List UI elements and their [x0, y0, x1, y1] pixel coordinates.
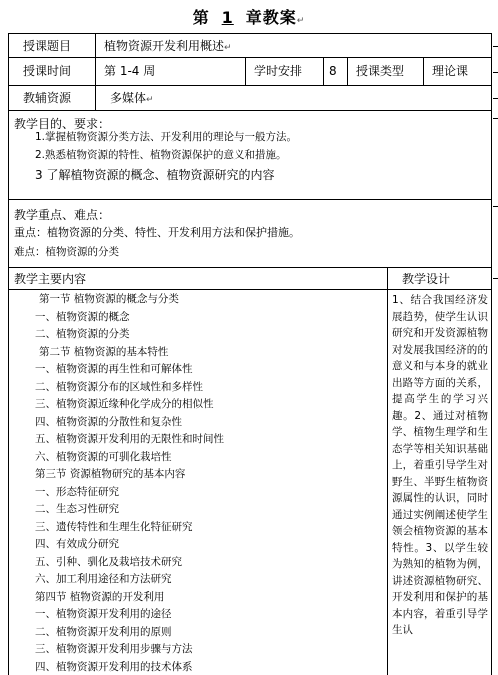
- design-column: 1、结合我国经济发展趋势，使学生认识研究和开发资源植物对发展我国经济的的意义和与本身的就业出路等方面的关系，提高学生的学习兴趣。2、通过对植物学、植物生理学和生态学等相关知识基础上，着重引导学生对野生、半野生植物资源属性的认识，同时通过实例阐述使学生领会植物资源的基本特性。3、以学生较为熟知的植物为例，讲述资源植物研究、开发利用和保护的基本内容，着重引导学生认: [387, 290, 491, 675]
- content-line: 三、植物资源近缘种化学成分的相似性: [35, 396, 387, 414]
- content-line: 四、植物资源开发利用的技术体系: [35, 659, 387, 675]
- key-point: 重点：植物资源的分类、特性、开发利用方法和保护措施。: [14, 224, 300, 242]
- key-points-heading: 教学重点、难点：: [14, 206, 110, 223]
- return-mark-icon: ↵: [146, 95, 154, 105]
- edge-marker: [493, 46, 498, 47]
- objectives-heading: 教学目的、要求：: [14, 115, 110, 132]
- page-title: [0, 5, 498, 28]
- objectives-section: [8, 111, 492, 200]
- type-label: 授课类型: [347, 58, 423, 85]
- hours-label: 学时安排: [245, 58, 323, 85]
- time-label: 授课时间: [9, 58, 95, 85]
- aids-row: [8, 86, 492, 111]
- objective-item: 3 了解植物资源的概念、植物资源研究的内容: [35, 166, 274, 183]
- section-title: 第一节 植物资源的概念与分类: [35, 291, 387, 309]
- aids-label: 教辅资源: [9, 86, 95, 110]
- objective-item: 1.掌握植物资源分类方法、开发利用的理论与一般方法。: [35, 129, 297, 147]
- section-title: 第三节 资源植物研究的基本内容: [35, 466, 387, 484]
- chapter-number: 1: [210, 8, 246, 27]
- content-line: 一、植物资源的概念: [35, 309, 387, 327]
- edge-marker: [493, 278, 498, 279]
- edge-marker: [493, 118, 498, 119]
- content-line: 六、植物资源的可驯化栽培性: [35, 449, 387, 467]
- aids-text: 多媒体: [110, 91, 146, 105]
- course-title-row: [8, 33, 492, 58]
- difficult-point: 难点：植物资源的分类: [14, 244, 119, 262]
- content-line: 二、生态习性研究: [35, 501, 387, 519]
- edge-marker: [493, 98, 498, 99]
- content-line: 四、植物资源的分散性和复杂性: [35, 414, 387, 432]
- content-line: 三、植物资源开发利用步骤与方法: [35, 641, 387, 659]
- content-line: 一、形态特征研究: [35, 484, 387, 502]
- design-header: 教学设计: [387, 268, 491, 289]
- hours-value: 8: [323, 58, 347, 85]
- objective-item: 2.熟悉植物资源的特性、植物资源保护的意义和措施。: [35, 147, 287, 165]
- course-title-label: 授课题目: [9, 34, 95, 57]
- type-value: 理论课: [423, 58, 491, 85]
- content-line: 一、植物资源开发利用的途径: [35, 606, 387, 624]
- content-line: 四、有效成分研究: [35, 536, 387, 554]
- content-line: 五、引种、驯化及栽培技术研究: [35, 554, 387, 572]
- schedule-row: [8, 58, 492, 86]
- main-content-header: 教学主要内容: [9, 268, 387, 289]
- content-line: 五、植物资源开发利用的无限性和时间性: [35, 431, 387, 449]
- title-prefix: 第: [193, 8, 210, 27]
- aids-value: [95, 86, 491, 110]
- main-content-column: [9, 290, 387, 675]
- time-value: 第 1-4 周: [95, 58, 245, 85]
- key-points-section: [8, 200, 492, 268]
- content-line: 二、植物资源开发利用的原则: [35, 624, 387, 642]
- course-title-text: 植物资源开发利用概述: [104, 39, 224, 53]
- content-header-row: [8, 268, 492, 290]
- content-body: [8, 290, 492, 675]
- return-mark-icon: ↵: [224, 43, 232, 53]
- edge-marker: [493, 206, 498, 207]
- section-title: 第二节 植物资源的基本特性: [35, 344, 387, 362]
- course-title-value: [95, 34, 491, 57]
- content-line: 二、植物资源分布的区域性和多样性: [35, 379, 387, 397]
- content-line: 三、遗传特性和生理生化特征研究: [35, 519, 387, 537]
- content-line: 六、加工利用途径和方法研究: [35, 571, 387, 589]
- content-line: 一、植物资源的再生性和可解体性: [35, 361, 387, 379]
- return-mark-icon: ↵: [297, 16, 306, 26]
- title-suffix: 章教案: [246, 8, 297, 27]
- content-line: 二、植物资源的分类: [35, 326, 387, 344]
- edge-marker: [493, 72, 498, 73]
- section-title: 第四节 植物资源的开发利用: [35, 589, 387, 607]
